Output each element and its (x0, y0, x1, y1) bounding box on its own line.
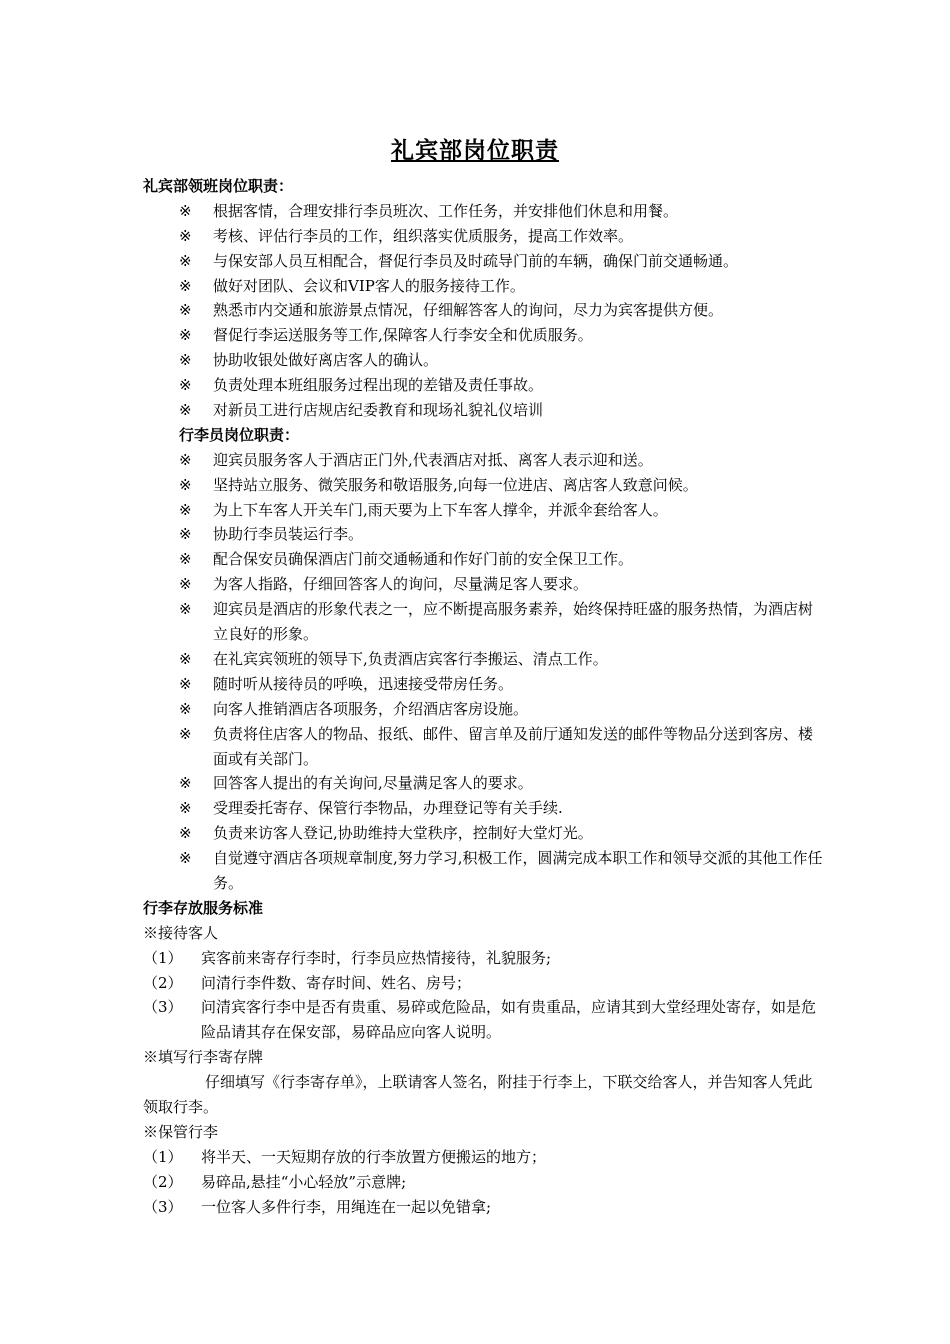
page-title: 礼宾部岗位职责 (391, 137, 559, 164)
duty-text: 向客人推销酒店各项服务，介绍酒店客房设施。 (213, 699, 529, 718)
duty-item (143, 697, 823, 722)
duty-item (143, 672, 823, 697)
numbered-step (143, 946, 823, 971)
duty-item (143, 796, 823, 821)
duty-text: 自觉遵守酒店各项规章制度,努力学习,积极工作，圆满完成本职工作和领导交派的其他工作任务。 (213, 849, 823, 893)
subheading-receive-guests: ※接待客人 (143, 923, 219, 942)
reference-mark: ※ (179, 600, 192, 619)
duty-text: 受理委托寄存、保管行李物品，办理登记等有关手续. (213, 799, 563, 818)
step-text: 问清宾客行李中是否有贵重、易碎或危险品，如有贵重品，应请其到大堂经理处寄存，如是危险品请其存在保安部，易碎品应向客人说明。 (201, 998, 817, 1042)
reference-mark: ※ (179, 824, 192, 843)
step-number: （2） (143, 973, 183, 992)
duty-text: 负责处理本班组服务过程出现的差错及责任事故。 (213, 376, 544, 395)
reference-mark: ※ (179, 301, 192, 320)
duty-item (143, 249, 823, 274)
duty-item (143, 647, 823, 672)
duty-item (143, 348, 823, 373)
duty-item (143, 572, 823, 597)
duty-item (143, 722, 823, 772)
duty-text: 对新员工进行店规店纪委教育和现场礼貌礼仪培训 (213, 401, 544, 420)
duty-item (143, 498, 823, 523)
duty-item (143, 771, 823, 796)
step-text: 问清行李件数、寄存时间、姓名、房号； (201, 973, 472, 992)
duty-text: 在礼宾宾领班的领导下,负责酒店宾客行李搬运、清点工作。 (213, 649, 608, 668)
duty-text: 与保安部人员互相配合，督促行李员及时疏导门前的车辆，确保门前交通畅通。 (213, 251, 739, 270)
reference-mark: ※ (179, 276, 192, 295)
duty-item (143, 373, 823, 398)
duty-text: 为上下车客人开关车门,雨天要为上下车客人撑伞，并派伞套给客人。 (213, 500, 668, 519)
duty-item (143, 473, 823, 498)
duty-text: 随时听从接待员的呼唤，迅速接受带房任务。 (213, 674, 514, 693)
duty-item (143, 547, 823, 572)
reference-mark: ※ (179, 251, 192, 270)
step-text: 一位客人多件行李，用绳连在一起以免错拿; (201, 1197, 492, 1216)
duty-text: 迎宾员是酒店的形象代表之一，应不断提高服务素养，始终保持旺盛的服务热情，为酒店树立良好的形象。 (213, 600, 814, 644)
captain-duty-list (143, 199, 823, 423)
reference-mark: ※ (179, 799, 192, 818)
reference-mark: ※ (179, 649, 192, 668)
duty-item (143, 597, 823, 647)
duty-text: 坚持站立服务、微笑服务和敬语服务,向每一位进店、离店客人致意问候。 (213, 475, 698, 494)
step-number: （2） (143, 1172, 183, 1191)
step-text: 宾客前来寄存行李时，行李员应热情接待，礼貌服务; (201, 948, 552, 967)
duty-item (143, 448, 823, 473)
duty-item (143, 398, 823, 423)
step-number: （1） (143, 1147, 183, 1166)
duty-text: 根据客情，合理安排行李员班次、工作任务，并安排他们休息和用餐。 (213, 201, 679, 220)
reference-mark: ※ (179, 550, 192, 569)
reference-mark: ※ (179, 326, 192, 345)
reference-mark: ※ (179, 724, 192, 743)
duty-item (143, 298, 823, 323)
bellman-duty-list (143, 448, 823, 896)
reference-mark: ※ (179, 376, 192, 395)
reference-mark: ※ (179, 849, 192, 868)
section-heading-luggage-storage: 行李存放服务标准 (143, 898, 264, 917)
step-number: （1） (143, 948, 183, 967)
duty-text: 负责来访客人登记,协助维持大堂秩序，控制好大堂灯光。 (213, 824, 593, 843)
document-body (143, 174, 823, 1220)
reference-mark: ※ (179, 450, 192, 469)
duty-item (143, 199, 823, 224)
duty-item (143, 846, 823, 896)
keep-steps-list (143, 1145, 823, 1220)
duty-item (143, 224, 823, 249)
duty-item (143, 522, 823, 547)
reference-mark: ※ (179, 699, 192, 718)
step-text: 易碎品,悬挂“小心轻放”示意牌; (201, 1172, 407, 1191)
reference-mark: ※ (179, 201, 192, 220)
duty-text: 配合保安员确保酒店门前交通畅通和作好门前的安全保卫工作。 (213, 550, 634, 569)
receive-steps-list (143, 946, 823, 1046)
step-number: （3） (143, 998, 183, 1017)
duty-text: 熟悉市内交通和旅游景点情况，仔细解答客人的询问，尽力为宾客提供方便。 (213, 301, 724, 320)
reference-mark: ※ (179, 475, 192, 494)
numbered-step (143, 1170, 823, 1195)
duty-text: 督促行李运送服务等工作,保障客人行李安全和优质服务。 (213, 326, 593, 345)
duty-item (143, 323, 823, 348)
duty-text: 迎宾员服务客人于酒店正门外,代表酒店对抵、离客人表示迎和送。 (213, 450, 653, 469)
reference-mark: ※ (179, 774, 192, 793)
duty-text: 协助行李员装运行李。 (213, 525, 364, 544)
numbered-step (143, 971, 823, 996)
numbered-step (143, 995, 823, 1045)
duty-text: 做好对团队、会议和VIP客人的服务接待工作。 (213, 276, 525, 295)
reference-mark: ※ (179, 500, 192, 519)
duty-text: 回答客人提出的有关询问,尽量满足客人的要求。 (213, 774, 533, 793)
section-heading-captain: 礼宾部领班岗位职责： (143, 177, 294, 195)
reference-mark: ※ (179, 226, 192, 245)
duty-text: 负责将住店客人的物品、报纸、邮件、留言单及前厅通知发送的邮件等物品分送到客房、楼面或有关部门。 (213, 724, 814, 768)
reference-mark: ※ (179, 351, 192, 370)
reference-mark: ※ (179, 575, 192, 594)
subheading-fill-tag: ※填写行李寄存牌 (143, 1048, 264, 1067)
duty-item (143, 821, 823, 846)
reference-mark: ※ (179, 525, 192, 544)
numbered-step (143, 1195, 823, 1220)
duty-text: 协助收银处做好离店客人的确认。 (213, 351, 439, 370)
step-number: （3） (143, 1197, 183, 1216)
subheading-keep-luggage: ※保管行李 (143, 1123, 219, 1141)
fill-tag-paragraph: 仔细填写《行李寄存单》，上联请客人签名，附挂于行李上，下联交给客人，并告知客人凭此领取行李。 (143, 1073, 813, 1117)
section-heading-bellman: 行李员岗位职责： (179, 425, 300, 444)
duty-text: 为客人指路，仔细回答客人的询问，尽量满足客人要求。 (213, 575, 589, 594)
reference-mark: ※ (179, 674, 192, 693)
duty-text: 考核、评估行李员的工作，组织落实优质服务，提高工作效率。 (213, 226, 634, 245)
numbered-step (143, 1145, 823, 1170)
step-text: 将半天、一天短期存放的行李放置方便搬运的地方； (201, 1147, 547, 1166)
reference-mark: ※ (179, 401, 192, 420)
duty-item (143, 274, 823, 299)
